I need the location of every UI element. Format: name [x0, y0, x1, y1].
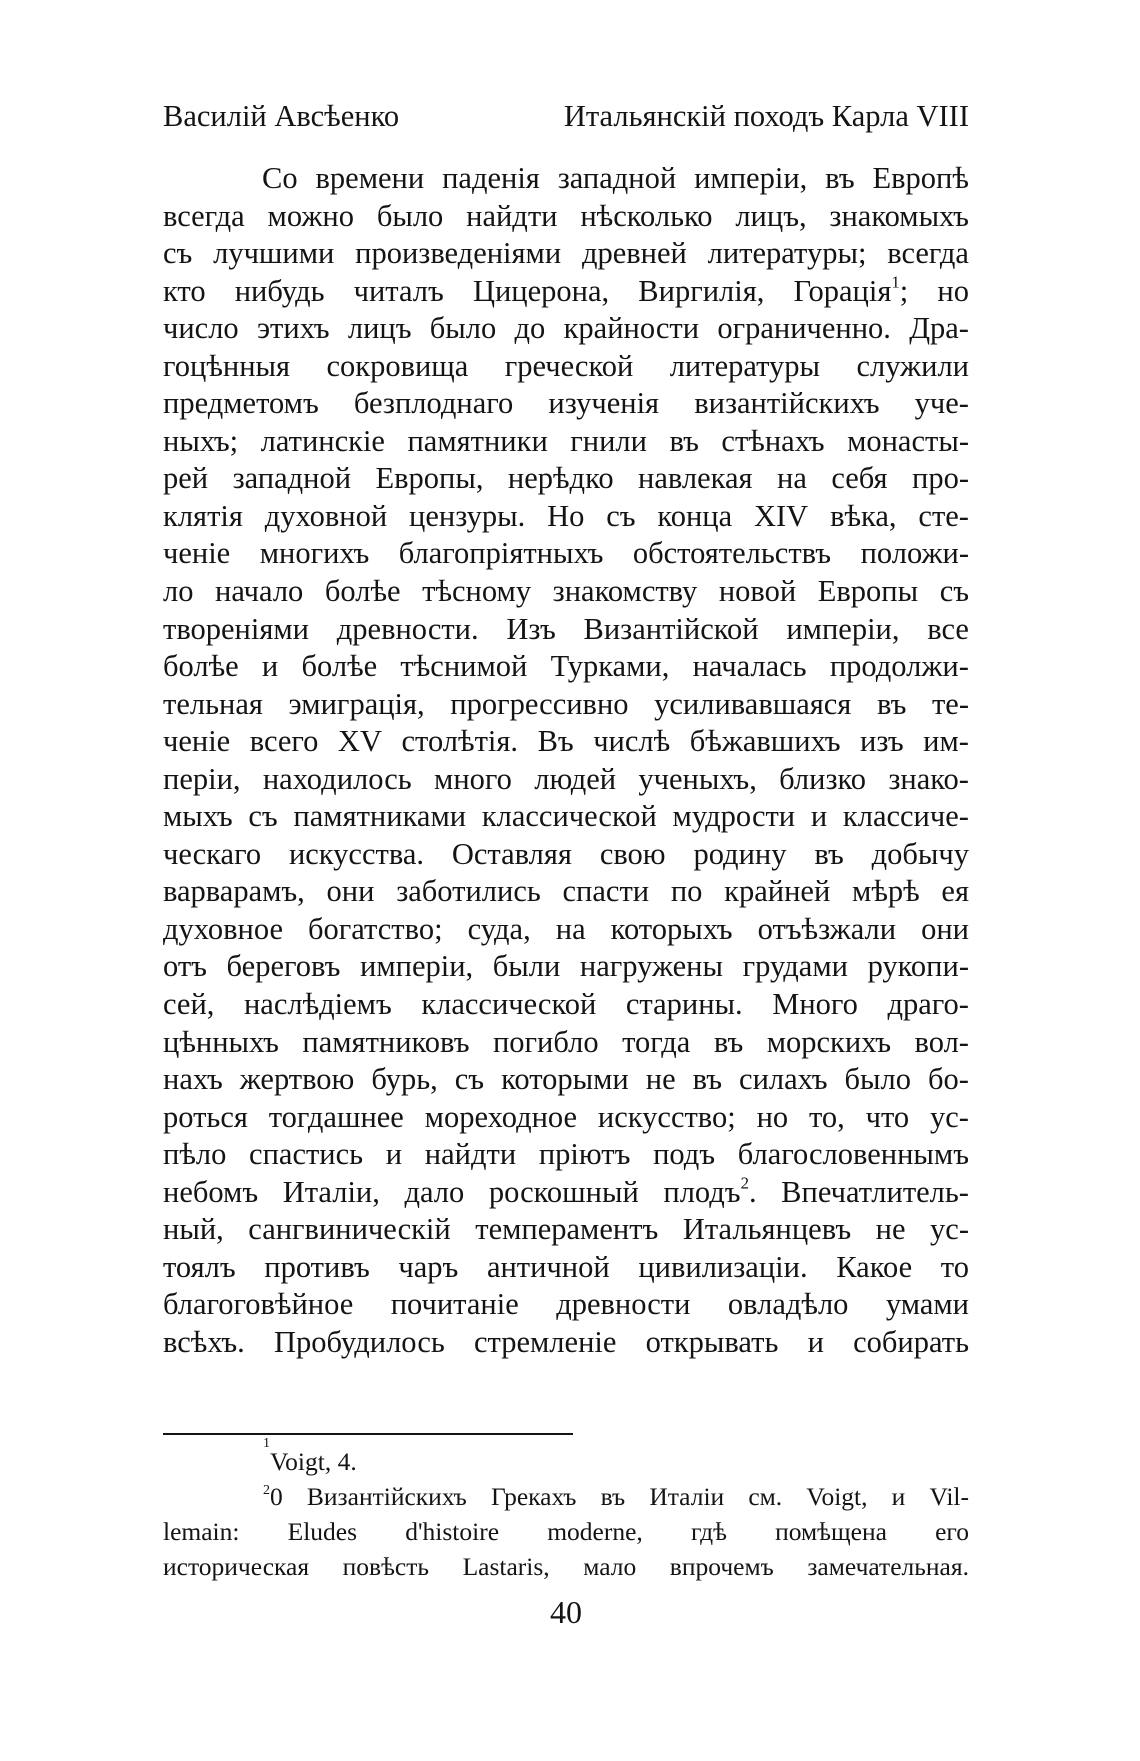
footnote-marker-2: 2 — [263, 1482, 271, 1498]
text-line: всѣхъ. Пробудилось стремленіе открывать и собирать — [163, 1324, 969, 1359]
text-line: гоцѣнныя сокровища греческой литературы служили — [163, 348, 969, 383]
text-line: благоговѣйное почитаніе древности овладѣло умами — [163, 1287, 969, 1322]
footnote-ref-1[interactable]: 1 — [891, 272, 900, 292]
footnote-2-line: lemain: Eludes d'histoire moderne, гдѣ помѣщена его — [163, 1517, 969, 1546]
text-line: клятія духовной цензуры. Но съ конца XIV вѣка, сте- — [163, 498, 969, 533]
text-line: роться тогдашнее мореходное искусство; но то, что ус- — [163, 1099, 969, 1134]
footnote-1-text: Voigt, 4. — [270, 1447, 357, 1476]
text-line: кто нибудь читалъ Цицерона, Виргилія, Горація$^1$; но — [163, 272, 969, 308]
footnote-divider — [163, 1433, 573, 1435]
text-line: ныхъ; латинскіе памятники гнили въ стѣнахъ монасты- — [163, 423, 969, 458]
running-head-author: Василій Авсѣенко — [163, 99, 400, 133]
text-line: отъ береговъ имперіи, были нагружены грудами рукопи- — [163, 949, 969, 984]
text-line: небомъ Италіи, дало роскошный плодъ$^2$. Впечатлитель- — [163, 1173, 969, 1209]
text-line: ческаго искусства. Оставляя свою родину въ добычу — [163, 836, 969, 871]
text-line: періи, находилось много людей ученыхъ, близко знако- — [163, 761, 969, 796]
page-number: 40 — [550, 1594, 582, 1630]
body-text — [163, 160, 969, 1362]
text-line: ло начало болѣе тѣсному знакомству новой Европы съ — [163, 574, 969, 609]
running-head-title: Итальянскій походъ Карла VIII — [563, 99, 969, 133]
text-line: болѣе и болѣе тѣснимой Турками, началась продолжи- — [163, 649, 969, 684]
running-head — [163, 98, 969, 134]
footnote-marker-1: 1 — [263, 1436, 271, 1451]
text-line: ченіе всего XV столѣтія. Въ числѣ бѣжавшихъ изъ им- — [163, 724, 969, 759]
footnote-2-line: историческая повѣсть Lastaris, мало впрочемъ замечательная. — [163, 1552, 969, 1581]
text-line: ный, сангвиническій темпераментъ Итальянцевъ не ус- — [163, 1212, 969, 1247]
text-line: варварамъ, они заботились спасти по крайней мѣрѣ ея — [163, 874, 969, 909]
text-line: тоялъ противъ чаръ античной цивилизаціи. Какое то — [163, 1249, 969, 1284]
footnote-ref-2[interactable]: 2 — [740, 1173, 749, 1193]
text-line: духовное богатство; суда, на которыхъ отъѣзжали они — [163, 911, 969, 946]
text-line: рей западной Европы, нерѣдко навлекая на себя про- — [163, 461, 969, 496]
text-line: число этихъ лицъ было до крайности ограниченно. Дра- — [163, 311, 969, 346]
footnotes — [163, 1436, 969, 1584]
text-line: пѣло спастись и найдти пріютъ подъ благословеннымъ — [163, 1137, 969, 1172]
text-line: цѣнныхъ памятниковъ погибло тогда въ морскихъ вол- — [163, 1024, 969, 1059]
text-line: мыхъ съ памятниками классической мудрости и классиче- — [163, 799, 969, 834]
text-line: твореніями древности. Изъ Византійской имперіи, все — [163, 611, 969, 646]
text-line: нахъ жертвою бурь, съ которыми не въ силахъ было бо- — [163, 1062, 969, 1097]
text-line: предметомъ безплоднаго изученія византійскихъ уче- — [163, 386, 969, 421]
text-line: сей, наслѣдіемъ классической старины. Много драго- — [163, 987, 969, 1022]
text-line: всегда можно было найдти нѣсколько лицъ, знакомыхъ — [163, 198, 969, 233]
text-line: съ лучшими произведеніями древней литературы; всегда — [163, 236, 969, 271]
text-line: ченіе многихъ благопріятныхъ обстоятельствъ положи- — [163, 536, 969, 571]
footnote-2-line: $^2$0 Византійскихъ Грекахъ въ Италіи см. Voigt, и Vil- — [263, 1482, 969, 1511]
text-line: тельная эмиграція, прогрессивно усиливавшаяся въ те- — [163, 686, 969, 721]
book-page — [163, 0, 969, 1761]
footnote-1 — [163, 1436, 969, 1479]
text-line: Со времени паденія западной имперіи, въ Европѣ — [262, 161, 969, 195]
